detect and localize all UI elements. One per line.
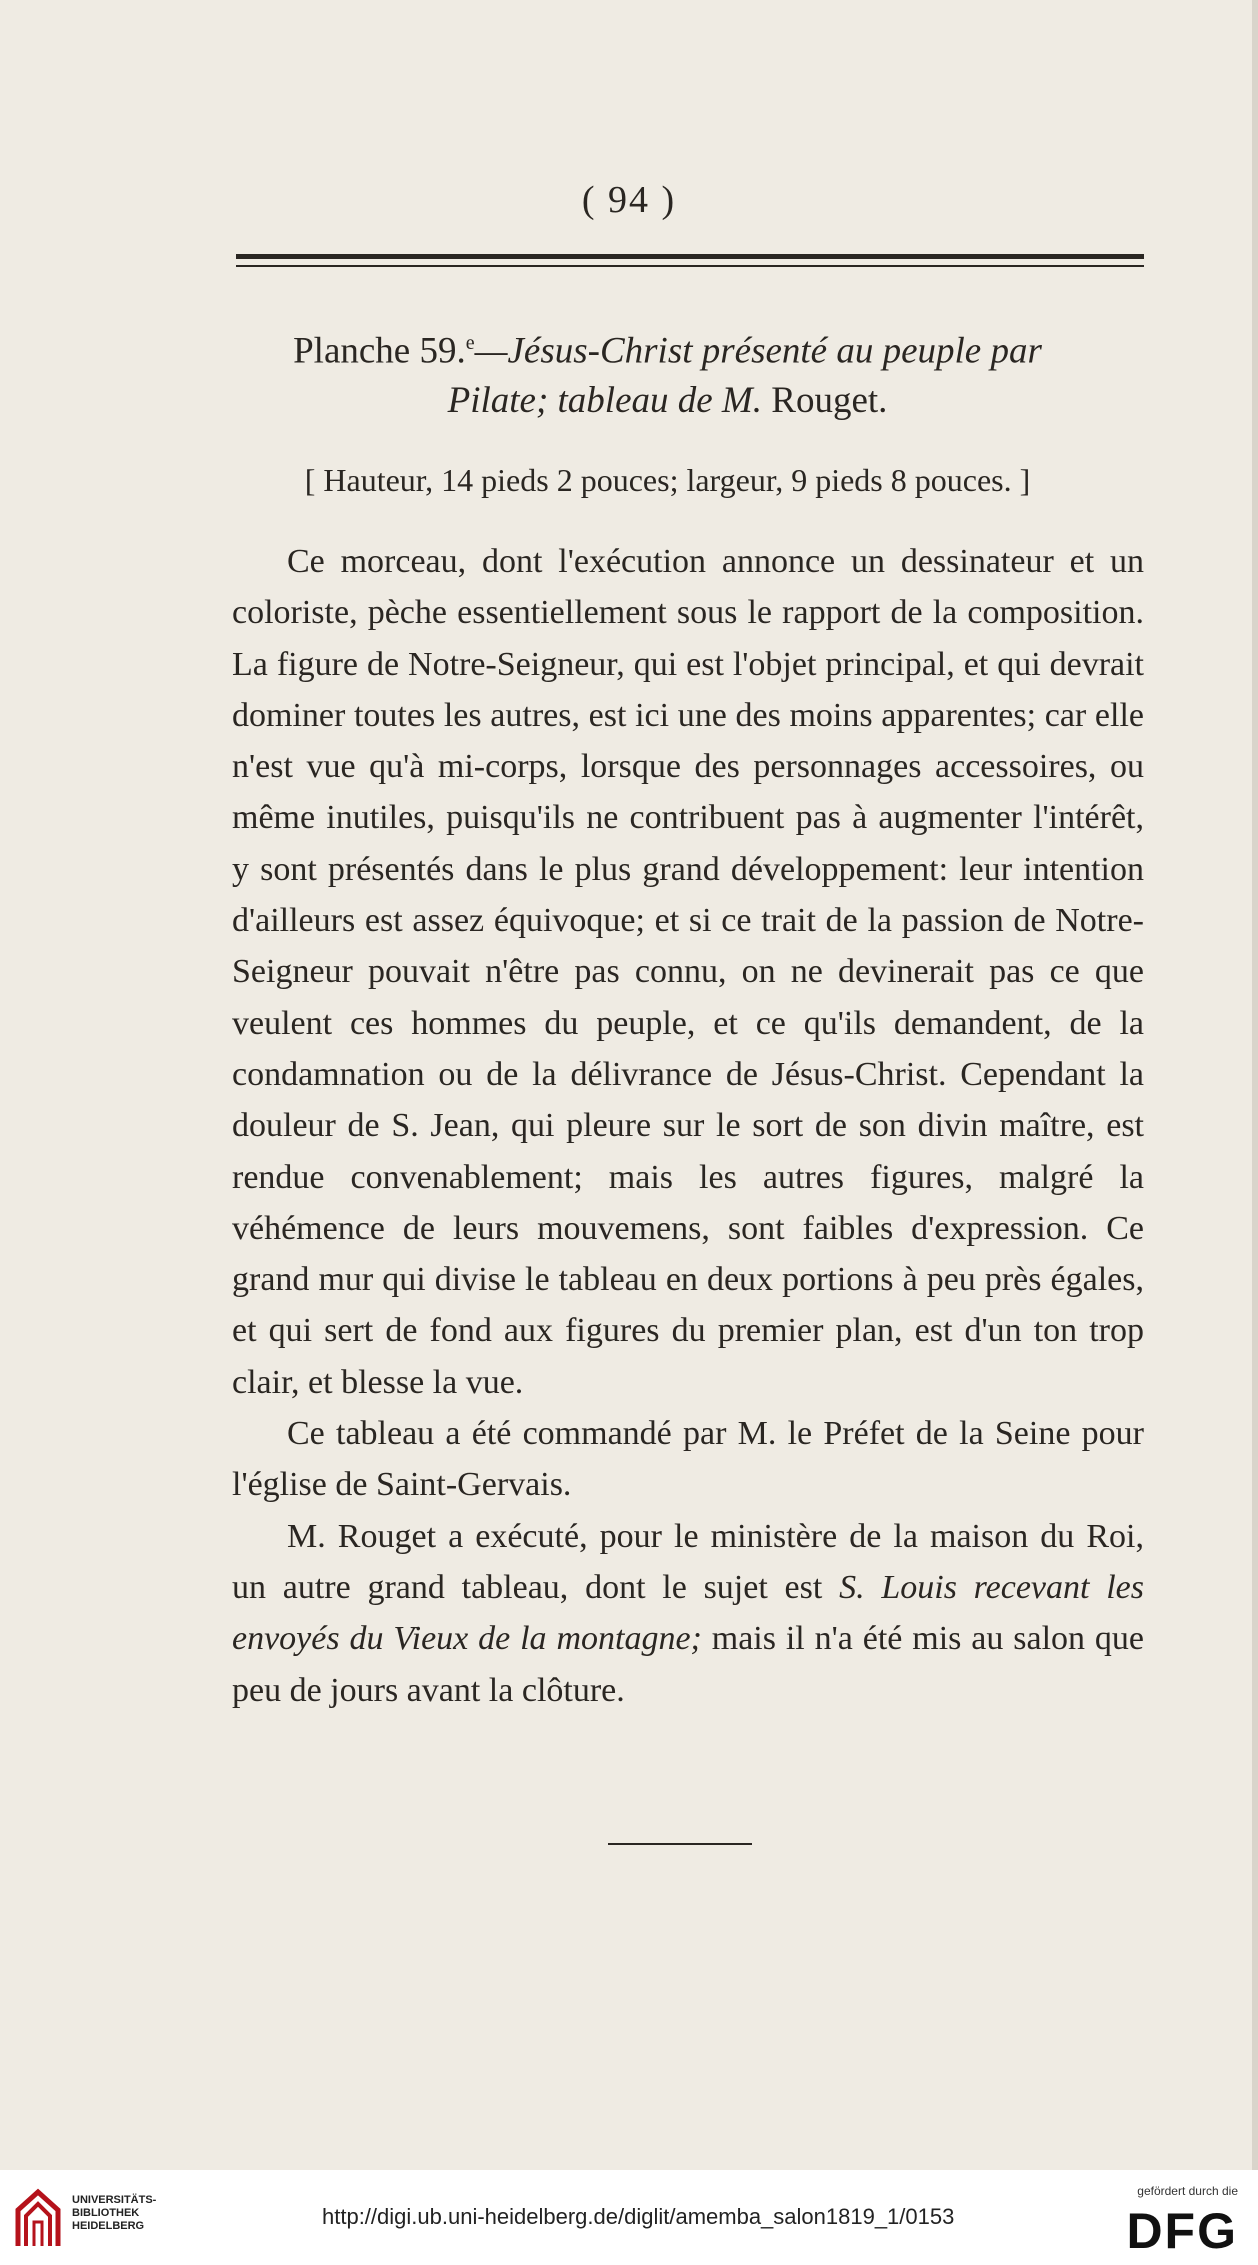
paragraph-other-work — [232, 1511, 1144, 1716]
artist-name: Rouget. — [762, 380, 888, 422]
body-text — [232, 536, 1144, 1716]
plate-number: Planche 59. — [293, 330, 466, 372]
paragraph-commission: Ce tableau a été commandé par M. le Préfet de la Seine pour l'église de Saint-Gervais. — [232, 1415, 1144, 1504]
institution-line-1: UNIVERSITÄTS- — [72, 2194, 157, 2206]
plate-number-superscript: e — [465, 332, 475, 354]
other-work-text-1: M. Rouget a exécuté, pour le ministère de la maison du Roi, un autre grand tableau, dont le sujet est — [232, 1517, 1144, 1606]
other-work-title: S. Louis recevant les envoyés du Vieux de la montagne; — [232, 1568, 1144, 1658]
other-work-text-2: mais il n'a été mis au salon que peu de jours avant la clôture. — [232, 1620, 1144, 1709]
heading-line-2 — [200, 376, 1135, 426]
plate-heading — [200, 318, 1135, 426]
heading-line-1 — [200, 318, 1135, 376]
institution-line-2: BIBLIOTHEK — [72, 2207, 140, 2219]
university-library-logo-icon — [12, 2186, 64, 2250]
institution-name — [72, 2194, 156, 2233]
paragraph-critique: Ce morceau, dont l'exécution annonce un dessinateur et un coloriste, pèche essentiellement sous le rapport de la composition. La figure de Notre-Seigneur, qui est l'objet principal, et qui devrait dominer toutes les autres, est ici une des moins apparentes; car elle n'est vue qu'à mi-corps, lorsque des personnages accessoires, ou même inutiles, puisqu'ils ne contribuent pas à augmenter l'intérêt, y sont présentés dans le plus grand développement: leur intention d'ailleurs est assez équivoque; et si ce trait de la passion de Notre-Seigneur pouvait n'être pas connu, on ne devinerait pas ce que veulent ces hommes du peuple, et ce qu'ils demandent, de la condamnation ou de la délivrance de Jésus-Christ. Cependant la douleur de S. Jean, qui pleure sur le sort de son divin maître, est rendue convenablement; mais les autres figures, malgré la véhémence de leurs mouvemens, sont faibles d'expression. Ce grand mur qui divise le tableau en deux portions à peu près égales, et qui sert de fond aux figures du premier plan, est d'un ton trop clair, et blesse la vue. — [232, 543, 1144, 1401]
dfg-logo: DFG — [1126, 2203, 1238, 2259]
page-number: ( 94 ) — [581, 179, 677, 221]
digitization-footer — [0, 2172, 1258, 2265]
plate-title-part1: —Jésus-Christ présenté au peuple par — [474, 330, 1042, 372]
plate-title-part2: Pilate; tableau de M. — [447, 380, 763, 422]
end-rule — [608, 1843, 752, 1845]
header-double-rule — [236, 254, 1144, 267]
institution-line-3: HEIDELBERG — [72, 2220, 145, 2232]
funded-by-label: gefördert durch die — [1137, 2184, 1238, 2198]
painting-dimensions: [ Hauteur, 14 pieds 2 pouces; largeur, 9 pieds 8 pouces. ] — [304, 462, 1031, 498]
source-url-link[interactable]: http://digi.ub.uni-heidelberg.de/diglit/amemba_salon1819_1/0153 — [322, 2204, 955, 2229]
